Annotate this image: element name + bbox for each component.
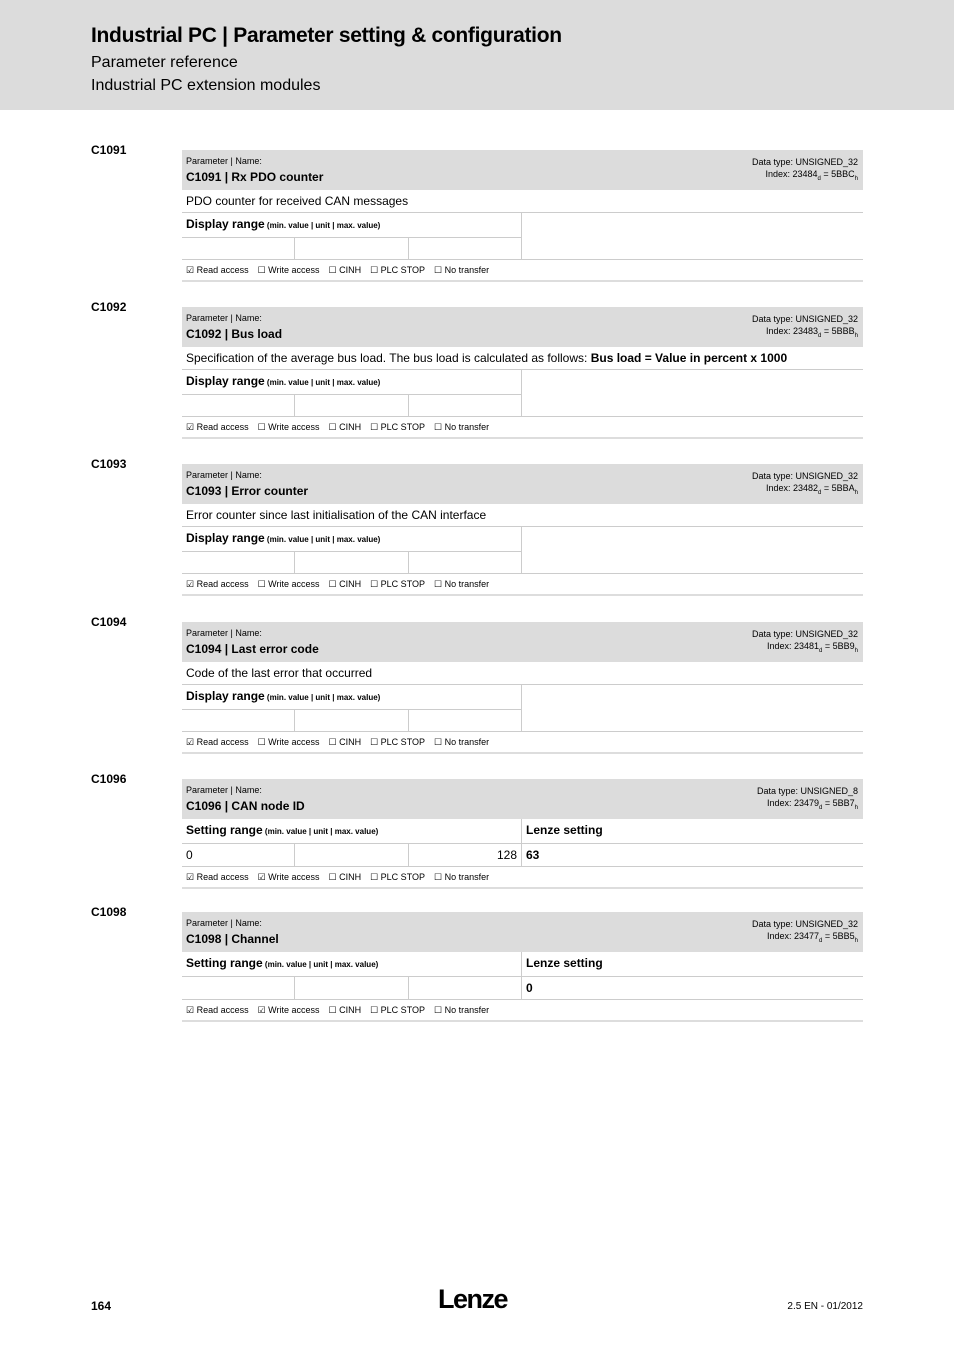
access-cinh: ☐ CINH xyxy=(328,422,362,432)
access-read-access: ☑ Read access xyxy=(186,1005,249,1015)
range-header xyxy=(182,527,863,551)
access-cinh: ☐ CINH xyxy=(328,1005,362,1015)
range-hint: (min. value | unit | max. value) xyxy=(262,827,379,836)
range-values xyxy=(182,977,863,1000)
parameter-name-label: Parameter | Name: xyxy=(186,918,262,928)
range-label: Display range (min. value | unit | max. value) xyxy=(182,685,522,709)
access-cinh: ☐ CINH xyxy=(328,737,362,747)
data-type: Data type: UNSIGNED_32 xyxy=(751,629,858,639)
access-write-access: ☐ Write access xyxy=(257,422,320,432)
parameter-name: C1098 | Channel xyxy=(186,932,279,946)
range-header xyxy=(182,370,863,394)
range-values xyxy=(182,551,863,574)
access-cinh: ☐ CINH xyxy=(328,579,362,589)
range-hint: (min. value | unit | max. value) xyxy=(262,960,379,969)
unit xyxy=(295,709,409,731)
unit xyxy=(295,977,409,999)
access-no-transfer: ☐ No transfer xyxy=(434,265,490,275)
parameter-name: C1093 | Error counter xyxy=(186,484,309,498)
decimal-subscript: d xyxy=(819,937,823,944)
parameter-table xyxy=(182,622,863,754)
lenze-setting-label xyxy=(522,685,863,709)
lenze-setting-value xyxy=(522,237,863,259)
formula: Bus load = Value in percent x 1000 xyxy=(590,351,788,365)
parameter-header xyxy=(182,779,863,819)
parameter-name-label: Parameter | Name: xyxy=(186,628,262,638)
page-title: Industrial PC | Parameter setting & configuration xyxy=(91,24,562,47)
access-plc-stop: ☐ PLC STOP xyxy=(370,265,426,275)
lenze-setting-value xyxy=(522,709,863,731)
parameter-header xyxy=(182,464,863,504)
lenze-logo: Lenze xyxy=(438,1284,508,1314)
page-number: 164 xyxy=(91,1299,112,1313)
parameter-code: C1093 xyxy=(91,457,127,471)
lenze-setting-value: 63 xyxy=(526,848,540,862)
min-value xyxy=(182,394,295,416)
parameter-name: C1096 | CAN node ID xyxy=(186,799,305,813)
access-read-access: ☑ Read access xyxy=(186,265,249,275)
data-type: Data type: UNSIGNED_32 xyxy=(751,919,858,929)
parameter-code: C1092 xyxy=(91,300,127,314)
page-subtitle-2: Industrial PC extension modules xyxy=(91,77,321,94)
parameter-name-label: Parameter | Name: xyxy=(186,156,262,166)
access-no-transfer: ☐ No transfer xyxy=(434,1005,490,1015)
parameter-table xyxy=(182,779,863,889)
access-write-access: ☐ Write access xyxy=(257,265,320,275)
lenze-setting-value xyxy=(522,551,863,573)
access-no-transfer: ☐ No transfer xyxy=(434,422,490,432)
page-header xyxy=(0,0,954,110)
range-values xyxy=(182,709,863,732)
access-plc-stop: ☐ PLC STOP xyxy=(370,1005,426,1015)
parameter-name: C1091 | Rx PDO counter xyxy=(186,170,324,184)
decimal-subscript: d xyxy=(819,647,823,654)
range-values xyxy=(182,844,863,867)
unit xyxy=(295,394,409,416)
parameter-name-label: Parameter | Name: xyxy=(186,470,262,480)
range-hint: (min. value | unit | max. value) xyxy=(264,535,381,544)
min-value xyxy=(182,237,295,259)
access-write-access: ☐ Write access xyxy=(257,579,320,589)
data-type-info xyxy=(752,156,858,180)
access-write-access: ☑ Write access xyxy=(257,872,320,882)
access-plc-stop: ☐ PLC STOP xyxy=(370,737,426,747)
access-flags xyxy=(182,867,863,889)
parameter-name: C1094 | Last error code xyxy=(186,642,319,656)
max-value: 128 xyxy=(409,844,522,866)
range-values xyxy=(182,237,863,260)
parameter-code: C1094 xyxy=(91,615,127,629)
hex-subscript: h xyxy=(854,937,858,944)
range-hint: (min. value | unit | max. value) xyxy=(264,693,381,702)
range-header xyxy=(182,685,863,709)
index: Index: $23484_d = 5BBC_h$ xyxy=(765,169,858,182)
access-no-transfer: ☐ No transfer xyxy=(434,737,490,747)
page-subtitle: Parameter reference xyxy=(91,54,238,71)
range-header xyxy=(182,952,863,977)
lenze-setting-label xyxy=(522,213,863,237)
max-value xyxy=(409,977,522,999)
data-type-info xyxy=(757,785,858,809)
index: Index: $23479_d = 5BB7_h$ xyxy=(766,798,858,811)
parameter-table xyxy=(182,464,863,596)
access-read-access: ☑ Read access xyxy=(186,737,249,747)
range-label: Setting range (min. value | unit | max. value) xyxy=(182,819,522,843)
range-label: Setting range (min. value | unit | max. value) xyxy=(182,952,522,976)
parameter-description: Specification of the average bus load. The bus load is calculated as follows: Bus load = Value in percent x 1000 xyxy=(182,347,863,370)
parameter-header xyxy=(182,912,863,952)
data-type-info xyxy=(752,628,858,652)
index: Index: $23482_d = 5BBA_h$ xyxy=(765,483,858,496)
parameter-header xyxy=(182,150,863,190)
hex-subscript: h xyxy=(854,647,858,654)
min-value xyxy=(182,977,295,999)
access-flags xyxy=(182,1000,863,1022)
parameter-table xyxy=(182,912,863,1022)
decimal-subscript: d xyxy=(817,175,821,182)
hex-subscript: h xyxy=(854,489,858,496)
access-flags xyxy=(182,260,863,282)
parameter-name-label: Parameter | Name: xyxy=(186,313,262,323)
max-value xyxy=(409,551,522,573)
parameter-code: C1096 xyxy=(91,772,127,786)
parameter-header xyxy=(182,307,863,347)
parameter-name-label: Parameter | Name: xyxy=(186,785,262,795)
lenze-setting-label xyxy=(522,370,863,394)
lenze-setting-label xyxy=(522,527,863,551)
data-type: Data type: UNSIGNED_32 xyxy=(751,314,858,324)
access-read-access: ☑ Read access xyxy=(186,579,249,589)
unit xyxy=(295,844,409,866)
decimal-subscript: d xyxy=(818,489,822,496)
access-cinh: ☐ CINH xyxy=(328,265,362,275)
range-hint: (min. value | unit | max. value) xyxy=(264,221,381,230)
min-value: 0 xyxy=(182,844,295,866)
access-plc-stop: ☐ PLC STOP xyxy=(370,422,426,432)
range-label: Display range (min. value | unit | max. value) xyxy=(182,370,522,394)
parameter-table xyxy=(182,307,863,439)
index: Index: $23481_d = 5BB9_h$ xyxy=(766,641,858,654)
lenze-setting-value: 0 xyxy=(526,981,533,995)
hex-subscript: h xyxy=(854,175,858,182)
access-read-access: ☑ Read access xyxy=(186,872,249,882)
access-flags xyxy=(182,732,863,754)
data-type: Data type: UNSIGNED_32 xyxy=(751,471,858,481)
unit xyxy=(295,237,409,259)
lenze-setting-label: Lenze setting xyxy=(526,823,603,837)
access-no-transfer: ☐ No transfer xyxy=(434,579,490,589)
access-plc-stop: ☐ PLC STOP xyxy=(370,872,426,882)
access-flags xyxy=(182,417,863,439)
range-header xyxy=(182,213,863,237)
range-values xyxy=(182,394,863,417)
unit xyxy=(295,551,409,573)
data-type-info xyxy=(752,918,858,942)
decimal-subscript: d xyxy=(819,804,823,811)
min-value xyxy=(182,551,295,573)
parameter-description: Error counter since last initialisation of the CAN interface xyxy=(182,504,863,527)
access-read-access: ☑ Read access xyxy=(186,422,249,432)
access-no-transfer: ☐ No transfer xyxy=(434,872,490,882)
access-cinh: ☐ CINH xyxy=(328,872,362,882)
hex-subscript: h xyxy=(854,332,858,339)
data-type-info xyxy=(752,470,858,494)
max-value xyxy=(409,237,522,259)
access-write-access: ☑ Write access xyxy=(257,1005,320,1015)
data-type-info xyxy=(752,313,858,337)
access-flags xyxy=(182,574,863,596)
parameter-code: C1098 xyxy=(91,905,127,919)
access-plc-stop: ☐ PLC STOP xyxy=(370,579,426,589)
parameter-table xyxy=(182,150,863,282)
parameter-code: C1091 xyxy=(91,143,127,157)
document-version: 2.5 EN - 01/2012 xyxy=(787,1301,863,1312)
parameter-name: C1092 | Bus load xyxy=(186,327,283,341)
hex-subscript: h xyxy=(854,804,858,811)
range-label: Display range (min. value | unit | max. value) xyxy=(182,213,522,237)
range-label: Display range (min. value | unit | max. value) xyxy=(182,527,522,551)
max-value xyxy=(409,709,522,731)
data-type: Data type: UNSIGNED_8 xyxy=(756,786,858,796)
range-header xyxy=(182,819,863,844)
data-type: Data type: UNSIGNED_32 xyxy=(751,157,858,167)
decimal-subscript: d xyxy=(818,332,822,339)
min-value xyxy=(182,709,295,731)
access-write-access: ☐ Write access xyxy=(257,737,320,747)
lenze-setting-value xyxy=(522,394,863,416)
index: Index: $23483_d = 5BBB_h$ xyxy=(765,326,858,339)
parameter-header xyxy=(182,622,863,662)
lenze-setting-label: Lenze setting xyxy=(526,956,603,970)
parameter-description: PDO counter for received CAN messages xyxy=(182,190,863,213)
index: Index: $23477_d = 5BB5_h$ xyxy=(766,931,858,944)
parameter-description: Code of the last error that occurred xyxy=(182,662,863,685)
range-hint: (min. value | unit | max. value) xyxy=(264,378,381,387)
max-value xyxy=(409,394,522,416)
